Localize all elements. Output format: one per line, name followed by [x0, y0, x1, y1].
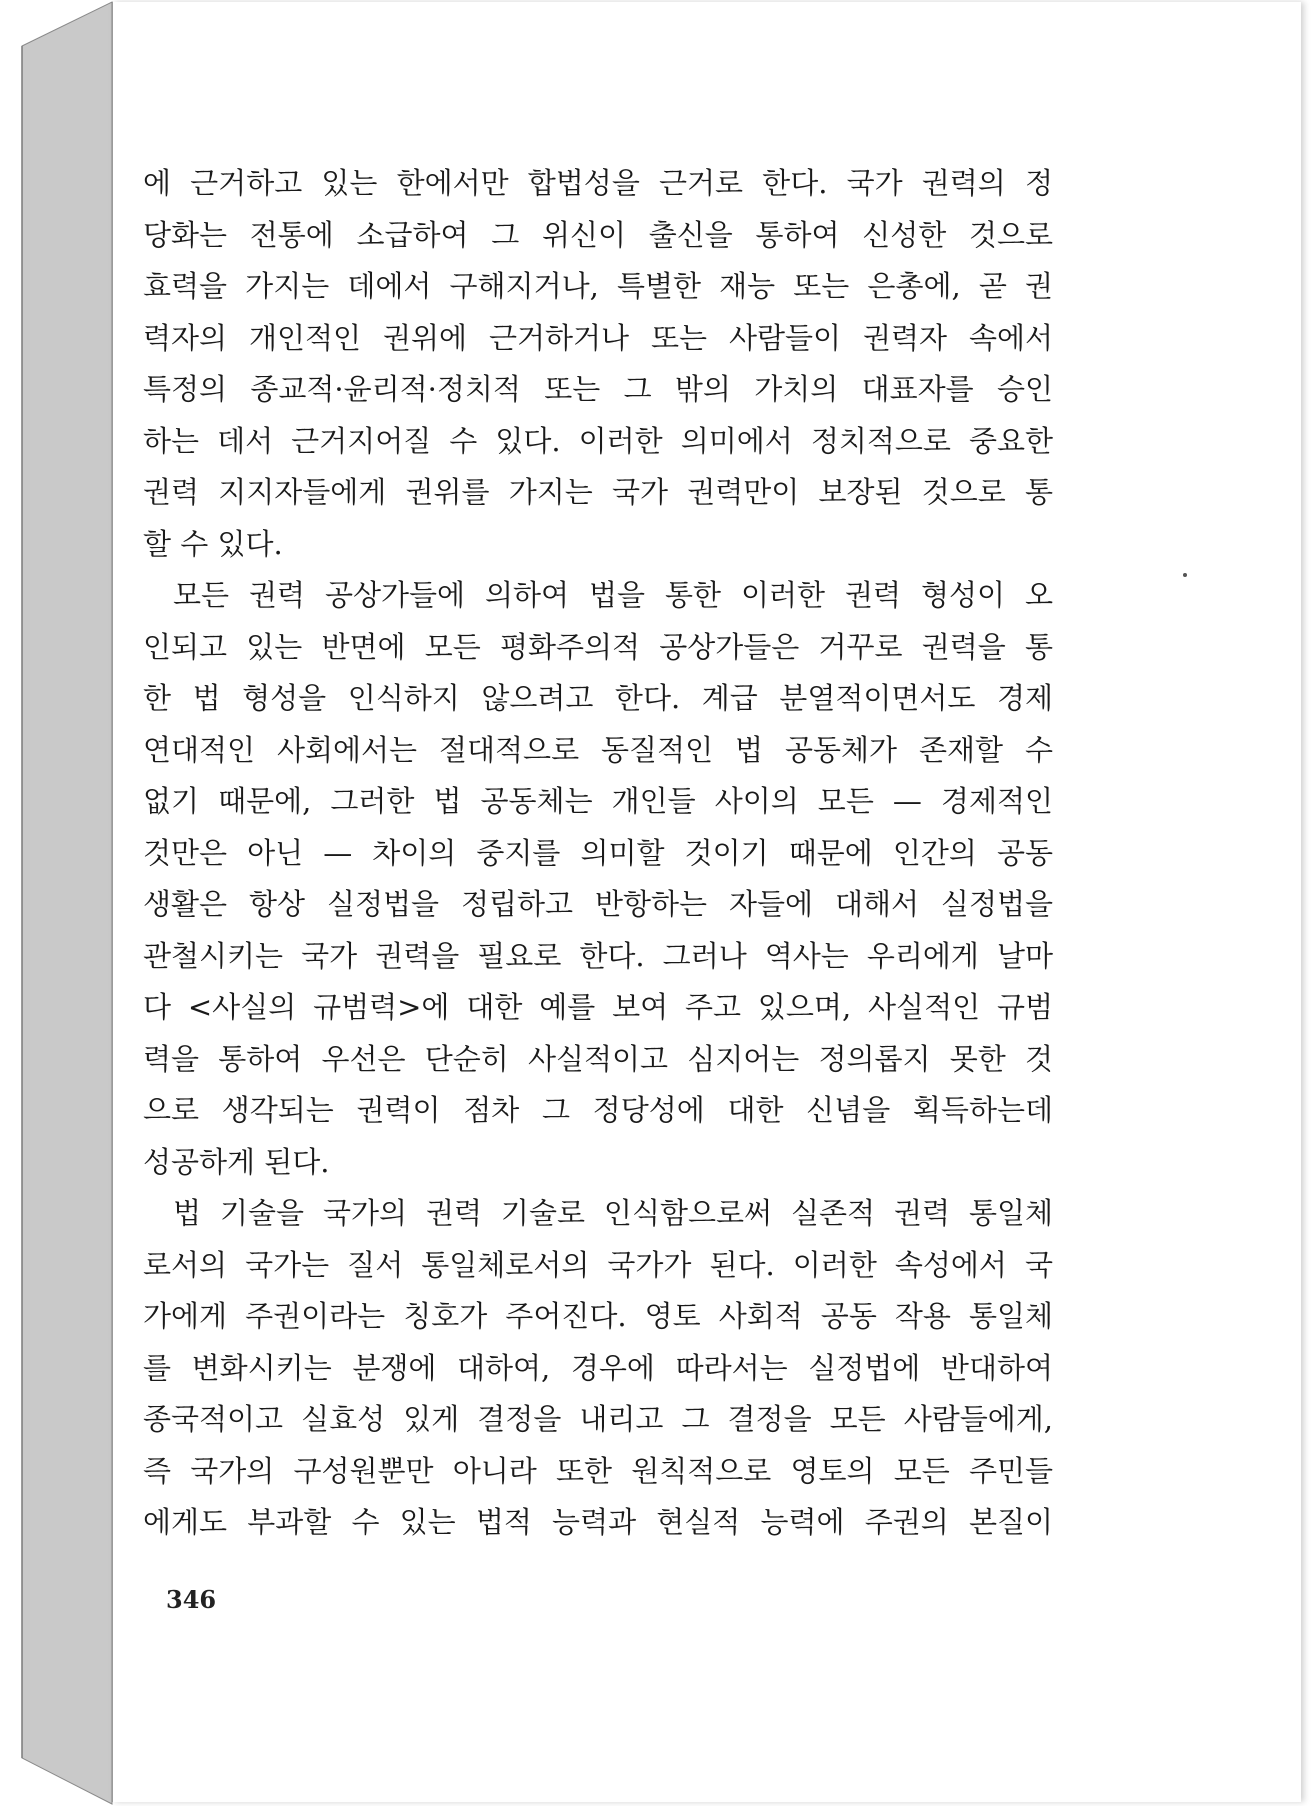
- text-line: 법 기술을 국가의 권력 기술로 인식함으로써 실존적 권력 통일체: [173, 1196, 1053, 1230]
- text-line: 할 수 있다.: [143, 526, 283, 561]
- body-text: [143, 158, 1053, 1549]
- paragraph-3: [143, 1188, 1053, 1549]
- paragraph-1: [143, 158, 1053, 570]
- text-line: 없기 때문에, 그러한 법 공동체는 개인들 사이의 모든 — 경제적인: [143, 784, 1053, 818]
- text-line: 하는 데서 근거지어질 수 있다. 이러한 의미에서 정치적으로 중요한: [143, 423, 1053, 458]
- margin-mark: [1183, 573, 1187, 577]
- text-line: 다 <사실의 규범력>에 대한 예를 보여 주고 있으며, 사실적인 규범: [143, 990, 1053, 1024]
- text-line: 효력을 가지는 데에서 구해지거나, 특별한 재능 또는 은총에, 곧 권: [143, 269, 1053, 303]
- text-line: 성공하게 된다.: [143, 1144, 330, 1179]
- text-line: 생활은 항상 실정법을 정립하고 반항하는 자들에 대해서 실정법을: [143, 887, 1053, 921]
- text-line: 력자의 개인적인 권위에 근거하거나 또는 사람들이 권력자 속에서: [143, 320, 1053, 355]
- text-line: 가에게 주권이라는 칭호가 주어진다. 영토 사회적 공동 작용 통일체: [143, 1299, 1053, 1333]
- text-line: 특정의 종교적·윤리적·정치적 또는 그 밖의 가치의 대표자를 승인: [143, 372, 1053, 406]
- text-line: 으로 생각되는 권력이 점차 그 정당성에 대한 신념을 획득하는데: [143, 1093, 1053, 1127]
- text-line: 당화는 전통에 소급하여 그 위신이 출신을 통하여 신성한 것으로: [143, 217, 1053, 252]
- text-line: 모든 권력 공상가들에 의하여 법을 통한 이러한 권력 형성이 오: [173, 578, 1053, 612]
- text-line: 인되고 있는 반면에 모든 평화주의적 공상가들은 거꾸로 권력을 통: [143, 629, 1053, 664]
- text-line: 력을 통하여 우선은 단순히 사실적이고 심지어는 정의롭지 못한 것: [143, 1041, 1053, 1076]
- text-line: 에게도 부과할 수 있는 법적 능력과 현실적 능력에 주권의 본질이: [143, 1505, 1053, 1539]
- page-number: 346: [166, 1585, 217, 1614]
- text-line: 권력 지지자들에게 권위를 가지는 국가 권력만이 보장된 것으로 통: [143, 475, 1053, 509]
- text-line: 연대적인 사회에서는 절대적으로 동질적인 법 공동체가 존재할 수: [143, 732, 1053, 767]
- text-line: 종국적이고 실효성 있게 결정을 내리고 그 결정을 모든 사람들에게,: [143, 1402, 1053, 1436]
- text-line: 에 근거하고 있는 한에서만 합법성을 근거로 한다. 국가 권력의 정: [143, 166, 1053, 200]
- text-line: 것만은 아닌 — 차이의 중지를 의미할 것이기 때문에 인간의 공동: [143, 835, 1053, 870]
- text-line: 한 법 형성을 인식하지 않으려고 한다. 계급 분열적이면서도 경제: [143, 681, 1053, 715]
- text-line: 관철시키는 국가 권력을 필요로 한다. 그러나 역사는 우리에게 날마: [143, 938, 1053, 973]
- text-line: 를 변화시키는 분쟁에 대하여, 경우에 따라서는 실정법에 반대하여: [143, 1350, 1053, 1385]
- paragraph-2: [143, 570, 1053, 1188]
- text-line: 로서의 국가는 질서 통일체로서의 국가가 된다. 이러한 속성에서 국: [143, 1247, 1053, 1282]
- text-line: 즉 국가의 구성원뿐만 아니라 또한 원칙적으로 영토의 모든 주민들: [143, 1453, 1053, 1488]
